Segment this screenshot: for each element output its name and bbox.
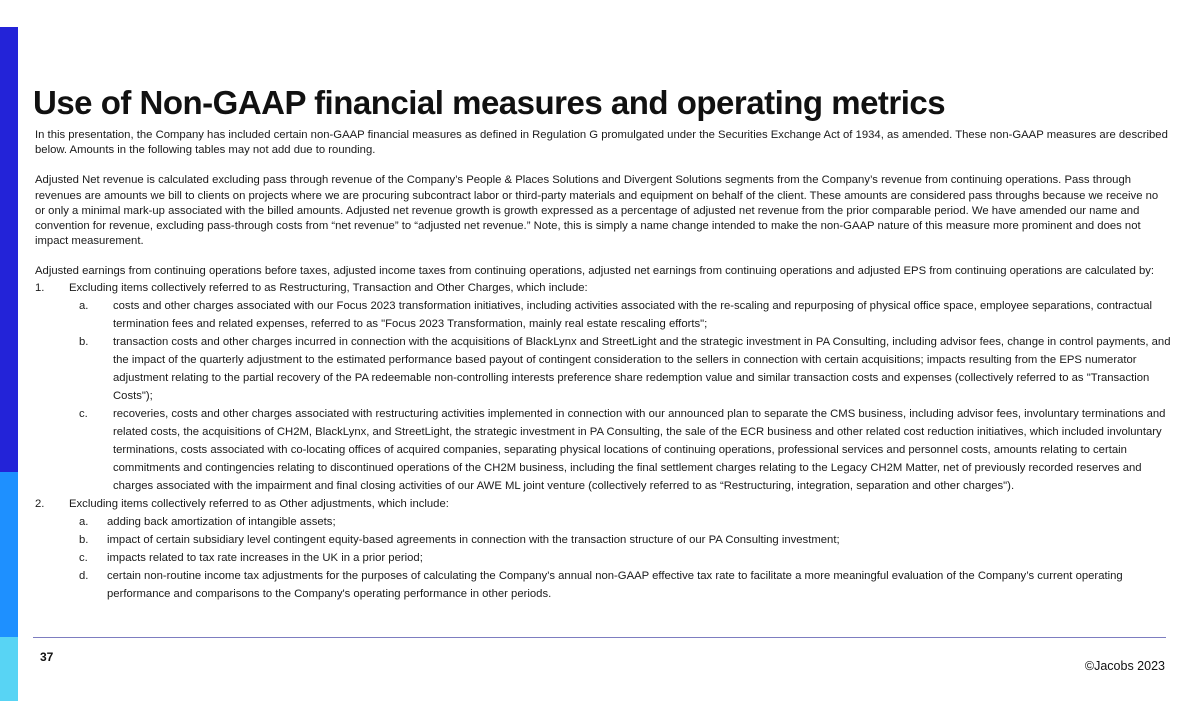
page-number: 37 [40, 650, 54, 664]
sub-list-letter: d. [79, 569, 89, 582]
sub-list-item [35, 333, 1171, 405]
sidebar-accent-bar [0, 27, 18, 701]
sidebar-segment-dark [0, 27, 18, 472]
list-number: 2. [35, 497, 45, 510]
adjusted-net-revenue-paragraph: Adjusted Net revenue is calculated excluding pass through revenue of the Company’s People & Places Solutions and Divergent Solutions segments from the Company’s revenue from continuing operations. Pass through revenues are amounts we bill to clients on projects where we are procuring subcontract labor or third-party materials and equipment on behalf of the client. These amounts are considered pass throughs because we receive no or only a minimal mark-up associated with the billed amounts. Adjusted net revenue growth is growth expressed as a percentage of adjusted net revenue from the prior comparable period. We have amended our name and convention for revenue, excluding pass-through costs from “net revenue” to “adjusted net revenue.” Note, this is simply a name change intended to make the non-GAAP nature of this measure more prominent and does not impact measurement. [35, 174, 1159, 248]
list-item-2 [35, 495, 1171, 513]
sub-list-item [35, 549, 1171, 567]
intro-paragraph: In this presentation, the Company has included certain non-GAAP financial measures as defined in Regulation G promulgated under the Securities Exchange Act of 1934, as amended. These non-GAAP measures are described below. Amounts in the following tables may not add due to rounding. [35, 129, 1168, 157]
sub-list-text: costs and other charges associated with our Focus 2023 transformation initiatives, including activities associated with the re-scaling and repurposing of physical office space, employee separations, contractual termination fees and related expenses, referred to as "Focus 2023 Transformation, mainly real estate rescaling efforts"; [113, 299, 1153, 330]
adjusted-earnings-intro: Adjusted earnings from continuing operations before taxes, adjusted income taxes from continuing operations, adjusted net earnings from continuing operations and adjusted EPS from continuing operations are calculated by: [35, 265, 1155, 278]
sub-list-text: impact of certain subsidiary level contingent equity-based agreements in connection with the transaction structure of our PA Consulting investment; [107, 533, 840, 546]
slide-body [35, 128, 1171, 603]
list-item-text: Excluding items collectively referred to as Restructuring, Transaction and Other Charges, which include: [69, 281, 588, 294]
sub-list-letter: b. [79, 335, 89, 348]
footer-divider [33, 637, 1166, 638]
sub-list-text: certain non-routine income tax adjustments for the purposes of calculating the Company's annual non-GAAP effective tax rate to facilitate a more meaningful evaluation of the Company’s current operating performance and comparisons to the Company's operating performance in other periods. [107, 569, 1123, 600]
sub-list-text: transaction costs and other charges incurred in connection with the acquisitions of BlackLynx and StreetLight and the strategic investment in PA Consulting, including advisor fees, change in control payments, and the impact of the quarterly adjustment to the estimated performance based payout of contingent consideration to the sellers in connection with certain acquisitions; impacts resulting from the EPS numerator adjustment relating to the partial recovery of the PA redeemable non-controlling interests preference share redemption value and similar transaction costs and expenses (collectively referred to as "Transaction Costs"); [113, 335, 1171, 402]
sidebar-segment-light [0, 637, 18, 701]
list-item-1 [35, 281, 1171, 296]
sub-list-letter: c. [79, 551, 88, 564]
copyright-notice: ©Jacobs 2023 [1084, 659, 1165, 673]
sub-list-item [35, 567, 1171, 603]
sub-list-letter: c. [79, 407, 88, 420]
sub-list-item [35, 297, 1171, 333]
page-title: Use of Non-GAAP financial measures and operating metrics [33, 84, 946, 121]
sub-list-letter: a. [79, 299, 89, 312]
sub-list-text: impacts related to tax rate increases in the UK in a prior period; [107, 551, 423, 564]
sub-list-item [35, 531, 1171, 549]
list-number: 1. [35, 281, 45, 294]
sub-list-text: recoveries, costs and other charges associated with restructuring activities implemented in connection with our announced plan to separate the CMS business, including advisor fees, involuntary terminations and related costs, the acquisitions of CH2M, BlackLynx, and StreetLight, the strategic investment in PA Consulting, the sale of the ECR business and other related cost reduction initiatives, which included involuntary terminations, costs associated with co-locating offices of acquired companies, separating physical locations of continuing operations, professional services and personnel costs, amounts relating to certain commitments and contingencies relating to discontinued operations of the CH2M business, including the final settlement charges relating to the Legacy CH2M Matter, net of previously recorded reserves and charges associated with the impairment and final closing activities of our AWE ML joint venture (collectively referred to as “Restructuring, integration, separation and other charges"). [113, 407, 1166, 492]
sidebar-segment-mid [0, 472, 18, 637]
sub-list-item [35, 405, 1171, 495]
sub-list-item [35, 513, 1171, 531]
sub-list-letter: a. [79, 515, 89, 528]
list-item-text: Excluding items collectively referred to as Other adjustments, which include: [69, 497, 449, 510]
sub-list-letter: b. [79, 533, 89, 546]
sub-list-text: adding back amortization of intangible assets; [107, 515, 336, 528]
